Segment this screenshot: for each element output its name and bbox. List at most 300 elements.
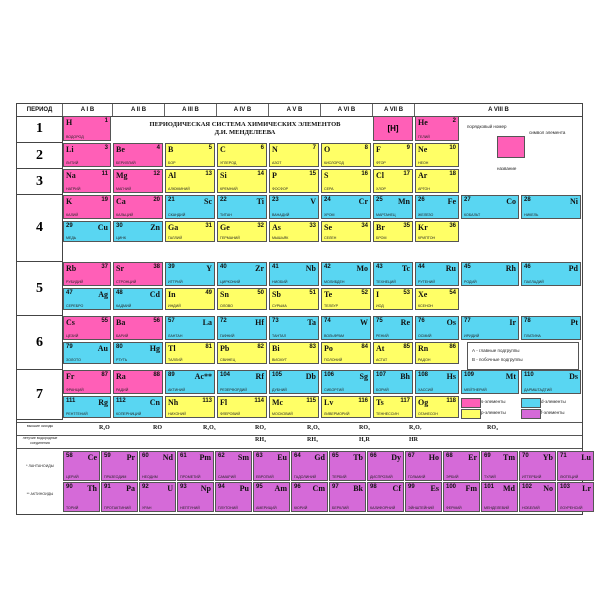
- element-symbol: Es: [430, 484, 439, 493]
- atomic-number: 68: [446, 453, 453, 459]
- element-symbol: Np: [200, 484, 211, 493]
- element-cell-ne: [415, 143, 459, 167]
- atomic-number: 17: [403, 171, 410, 177]
- element-cell-la: [165, 316, 215, 340]
- element-name: ЦИРКОНИЙ: [220, 280, 241, 284]
- atomic-number: 42: [324, 264, 331, 270]
- element-cell-rh: [461, 262, 519, 286]
- element-name: ЕВРОПИЙ: [256, 475, 274, 479]
- element-symbol: Cm: [312, 484, 325, 493]
- element-symbol: Re: [400, 318, 410, 327]
- element-symbol: Cl: [376, 171, 384, 180]
- element-symbol: Md: [503, 484, 515, 493]
- atomic-number: 59: [104, 453, 111, 459]
- element-cell-cs: [63, 316, 111, 340]
- p-label: p-элементы: [481, 410, 506, 415]
- atomic-number: 100: [446, 484, 457, 490]
- atomic-number: 69: [484, 453, 491, 459]
- atomic-number: 22: [220, 197, 227, 203]
- element-symbol: Ru: [445, 264, 456, 273]
- element-cell-sc: [165, 195, 215, 219]
- element-cell-in: [165, 288, 215, 310]
- element-cell-fe: [415, 195, 459, 219]
- element-cell-br: [373, 221, 413, 242]
- oxide-formula: RO₂: [255, 425, 266, 431]
- atomic-number: 102: [522, 484, 533, 490]
- element-cell-cl: [373, 169, 413, 193]
- element-cell-er: [443, 451, 480, 481]
- element-name: ВОЛЬФРАМ: [324, 334, 345, 338]
- element-symbol: Ag: [98, 290, 108, 299]
- element-symbol: Mn: [398, 197, 410, 206]
- element-name: МОЛИБДЕН: [324, 280, 345, 284]
- element-symbol: Ho: [428, 453, 439, 462]
- element-name: БАРИЙ: [116, 334, 129, 338]
- block-color-legend: [461, 396, 581, 420]
- element-symbol: In: [168, 290, 176, 299]
- element-cell-sn: [217, 288, 267, 310]
- element-cell-hg: [113, 342, 163, 364]
- element-symbol: Hg: [149, 344, 160, 353]
- element-cell-cu: [63, 221, 111, 242]
- element-symbol: Bi: [272, 344, 280, 353]
- element-cell-cd: [113, 288, 163, 310]
- s-swatch: [461, 398, 481, 408]
- atomic-number: 111: [66, 398, 76, 404]
- atomic-number: 61: [180, 453, 187, 459]
- element-symbol: Zn: [150, 223, 160, 232]
- atomic-number: 2: [452, 118, 456, 124]
- atomic-number: 98: [370, 484, 377, 490]
- element-symbol: Fm: [465, 484, 477, 493]
- element-symbol: Se: [324, 223, 332, 232]
- group-header: A VIII B: [488, 107, 509, 113]
- element-symbol: Bk: [353, 484, 363, 493]
- element-cell-fl: [217, 396, 267, 418]
- element-name: НИОБИЙ: [272, 280, 288, 284]
- element-symbol: Ti: [256, 197, 264, 206]
- actinides-label: ** АКТИНОИДЫ: [26, 492, 54, 496]
- element-cell-ga: [165, 221, 215, 242]
- element-cell-yb: [519, 451, 556, 481]
- hydrides-label: летучие водородные соединения: [22, 436, 58, 445]
- element-name: БЕРКЛИЙ: [332, 506, 349, 510]
- atomic-number: 78: [524, 318, 531, 324]
- element-cell-bi: [269, 342, 319, 364]
- atomic-number: 74: [324, 318, 331, 324]
- element-name: КАЛЬЦИЙ: [116, 213, 134, 217]
- element-name: ТИТАН: [220, 213, 232, 217]
- atomic-number: 53: [403, 290, 410, 296]
- element-cell-al: [165, 169, 215, 193]
- element-cell-cf: [367, 482, 404, 512]
- element-symbol: Pt: [570, 318, 578, 327]
- atomic-number: 55: [101, 318, 108, 324]
- element-name: ПРОМЕТИЙ: [180, 475, 201, 479]
- element-name: ПЛУТОНИЙ: [218, 506, 238, 510]
- subgroup-legend: [467, 342, 579, 370]
- oxide-formula: RO: [153, 425, 162, 431]
- element-name: ЭЙНШТЕЙНИЙ: [408, 506, 434, 510]
- period-label: 3: [17, 169, 63, 195]
- element-name: СТРОНЦИЙ: [116, 280, 137, 284]
- element-name: КАЛИФОРНИЙ: [370, 506, 396, 510]
- element-symbol: Am: [274, 484, 287, 493]
- element-symbol: Tm: [503, 453, 515, 462]
- info-atomic-number: порядковый номер: [467, 124, 507, 129]
- element-name: НЕПТУНИЙ: [180, 506, 200, 510]
- element-symbol: Dy: [391, 453, 401, 462]
- period-label: 4: [17, 195, 63, 262]
- element-cell-c: [217, 143, 267, 167]
- element-symbol: W: [360, 318, 368, 327]
- element-cell-v: [269, 195, 319, 219]
- element-name: ДАРМШТАДТИЙ: [524, 388, 552, 392]
- atomic-number: 51: [309, 290, 316, 296]
- atomic-number: 57: [168, 318, 175, 324]
- atomic-number: 46: [524, 264, 531, 270]
- element-name: НОБЕЛИЙ: [522, 506, 540, 510]
- element-cell-pt: [521, 316, 581, 340]
- atomic-number: 47: [66, 290, 73, 296]
- element-name: УГЛЕРОД: [220, 161, 237, 165]
- element-cell-h: [63, 116, 111, 141]
- element-name: РЕЗЕРФОРДИЙ: [220, 388, 247, 392]
- atomic-number: 104: [220, 372, 231, 378]
- element-name: МЫШЬЯК: [272, 236, 289, 240]
- atomic-number: 27: [464, 197, 471, 203]
- element-cell-co: [461, 195, 519, 219]
- atomic-number: 48: [116, 290, 123, 296]
- element-cell-zn: [113, 221, 163, 242]
- element-cell-tl: [165, 342, 215, 364]
- element-name: СЕЛЕН: [324, 236, 337, 240]
- atomic-number: 15: [309, 171, 316, 177]
- element-name: НИХОНИЙ: [168, 412, 187, 416]
- element-symbol: Tl: [168, 344, 176, 353]
- element-name: ХРОМ: [324, 213, 335, 217]
- period-label: 7: [17, 370, 63, 420]
- element-symbol: No: [543, 484, 553, 493]
- atomic-number: 21: [168, 197, 175, 203]
- element-cell-am: [253, 482, 290, 512]
- element-name: ИНДИЙ: [168, 304, 181, 308]
- group-header: A I B: [63, 104, 113, 116]
- hydride-formula: RH₄: [255, 437, 266, 443]
- element-cell-na: [63, 169, 111, 193]
- element-symbol: Nd: [162, 453, 173, 462]
- element-info-legend: [467, 118, 577, 188]
- oxide-formula: R₂O₅: [307, 425, 320, 431]
- element-symbol: N: [272, 145, 278, 154]
- element-cell-lr: [557, 482, 594, 512]
- element-cell-au: [63, 342, 111, 364]
- element-symbol: Pr: [126, 453, 135, 462]
- atomic-number: 34: [361, 223, 368, 229]
- element-name: КОПЕРНИЦИЙ: [116, 412, 142, 416]
- sample-element-cell: [497, 136, 525, 158]
- element-name: ГЕЛИЙ: [418, 135, 430, 139]
- element-cell-sr: [113, 262, 163, 286]
- atomic-number: 40: [220, 264, 227, 270]
- element-cell-np: [177, 482, 214, 512]
- element-cell-mo: [321, 262, 371, 286]
- group-header: A VI B: [321, 104, 373, 116]
- atomic-number: 54: [449, 290, 456, 296]
- element-cell-kr: [415, 221, 459, 242]
- atomic-number: 39: [168, 264, 175, 270]
- atomic-number: 112: [116, 398, 126, 404]
- atomic-number: 50: [257, 290, 264, 296]
- element-symbol: Hf: [255, 318, 264, 327]
- element-name: МОСКОВИЙ: [272, 412, 293, 416]
- element-cell-xe: [415, 288, 459, 310]
- element-symbol: Ba: [116, 318, 126, 327]
- atomic-number: 93: [180, 484, 187, 490]
- atomic-number: 117: [400, 398, 410, 404]
- atomic-number: 31: [205, 223, 212, 229]
- info-symbol: символ элемента: [529, 130, 566, 135]
- element-name: ЛИВЕРМОРИЙ: [324, 412, 350, 416]
- element-symbol: Pd: [568, 264, 578, 273]
- element-symbol: H: [66, 118, 73, 127]
- element-name: ИРИДИЙ: [464, 334, 480, 338]
- element-cell-lv: [321, 396, 371, 418]
- atomic-number: 81: [205, 344, 212, 350]
- element-symbol: Cf: [392, 484, 401, 493]
- element-cell-at: [373, 342, 413, 364]
- element-symbol: Lv: [324, 398, 334, 407]
- oxide-formula: R₂O₃: [203, 425, 216, 431]
- atomic-number: 83: [309, 344, 316, 350]
- element-cell-th: [63, 482, 100, 512]
- element-symbol: Ce: [87, 453, 97, 462]
- element-name: ОЛОВО: [220, 304, 233, 308]
- element-symbol: Pm: [199, 453, 211, 462]
- element-cell-b: [165, 143, 215, 167]
- atomic-number: 89: [168, 372, 175, 378]
- atomic-number: 101: [484, 484, 495, 490]
- atomic-number: 63: [256, 453, 263, 459]
- atomic-number: 95: [256, 484, 263, 490]
- element-symbol: F: [376, 145, 381, 154]
- element-cell-no: [519, 482, 556, 512]
- atomic-number: 10: [449, 145, 456, 151]
- atomic-number: 82: [257, 344, 264, 350]
- f-label: f-элементы: [541, 410, 565, 415]
- f-block-separator: [17, 448, 582, 449]
- element-cell-hs: [415, 370, 459, 394]
- element-cell-mc: [269, 396, 319, 418]
- element-symbol: Y: [206, 264, 212, 273]
- atomic-number: 60: [142, 453, 149, 459]
- atomic-number: 72: [220, 318, 227, 324]
- element-name: ТОРИЙ: [66, 506, 79, 510]
- atomic-number: 79: [66, 344, 73, 350]
- element-name: РЕНТГЕНИЙ: [66, 412, 88, 416]
- element-name: ПАЛЛАДИЙ: [524, 280, 544, 284]
- atomic-number: 70: [522, 453, 529, 459]
- element-cell-sm: [215, 451, 252, 481]
- element-symbol: C: [220, 145, 226, 154]
- element-name: ГЕРМАНИЙ: [220, 236, 240, 240]
- element-symbol: Au: [97, 344, 108, 353]
- element-name: ТЕРБИЙ: [332, 475, 347, 479]
- element-cell-ir: [461, 316, 519, 340]
- element-symbol: As: [272, 223, 281, 232]
- element-name: РАДОН: [418, 358, 431, 362]
- element-cell-f: [373, 143, 413, 167]
- hydride-formula: H₂R: [359, 437, 370, 443]
- element-symbol: Tc: [401, 264, 410, 273]
- element-symbol: Rb: [66, 264, 77, 273]
- element-symbol: Ge: [220, 223, 230, 232]
- element-cell-rg: [63, 396, 111, 418]
- element-symbol: K: [66, 197, 73, 206]
- element-symbol: Sn: [220, 290, 229, 299]
- element-symbol: Co: [506, 197, 516, 206]
- atomic-number: 16: [361, 171, 368, 177]
- hydride-formula: HR: [409, 437, 418, 443]
- atomic-number: 96: [294, 484, 301, 490]
- element-name: ИТТРИЙ: [168, 280, 183, 284]
- element-symbol: Mg: [116, 171, 128, 180]
- atomic-number: 4: [156, 145, 160, 151]
- element-cell-cm: [291, 482, 328, 512]
- element-name: ЖЕЛЕЗО: [418, 213, 434, 217]
- element-symbol: Cd: [149, 290, 160, 299]
- d-label: d-элементы: [541, 399, 566, 404]
- element-name: АМЕРИЦИЙ: [256, 506, 277, 510]
- element-cell-pr: [101, 451, 138, 481]
- element-symbol: Ar: [418, 171, 428, 180]
- element-name: РУБИДИЙ: [66, 280, 84, 284]
- element-symbol: Fr: [66, 372, 75, 381]
- element-cell-be: [113, 143, 163, 167]
- element-symbol: Ds: [569, 372, 578, 381]
- element-cell-tm: [481, 451, 518, 481]
- element-name: РУТЕНИЙ: [418, 280, 435, 284]
- element-symbol: Lu: [581, 453, 591, 462]
- atomic-number: 91: [104, 484, 111, 490]
- element-cell-rn: [415, 342, 459, 364]
- p-swatch: [461, 409, 481, 419]
- atomic-number: 26: [418, 197, 425, 203]
- element-name: САМАРИЙ: [218, 475, 236, 479]
- element-cell-og: [415, 396, 459, 418]
- element-symbol: Fl: [220, 398, 228, 407]
- element-symbol: B: [168, 145, 174, 154]
- element-name: МАРГАНЕЦ: [376, 213, 396, 217]
- element-symbol: Pa: [126, 484, 135, 493]
- element-cell-fm: [443, 482, 480, 512]
- element-symbol: Rf: [255, 372, 264, 381]
- atomic-number: 12: [153, 171, 160, 177]
- element-cell-mg: [113, 169, 163, 193]
- lanthanides-label: * ЛАНТАНОИДЫ: [26, 464, 54, 468]
- element-cell-ds: [521, 370, 581, 394]
- element-cell-mt: [461, 370, 519, 394]
- element-cell-pm: [177, 451, 214, 481]
- atomic-number: 80: [116, 344, 123, 350]
- element-cell-zr: [217, 262, 267, 286]
- element-cell-n: [269, 143, 319, 167]
- period-header: ПЕРИОД: [17, 104, 63, 116]
- element-symbol: Eu: [277, 453, 287, 462]
- atomic-number: 77: [464, 318, 471, 324]
- element-cell-bk: [329, 482, 366, 512]
- group-header: A IV B: [217, 104, 269, 116]
- element-name: АЗОТ: [272, 161, 282, 165]
- element-name: ГАФНИЙ: [220, 334, 235, 338]
- atomic-number: 87: [101, 372, 108, 378]
- element-cell-db: [269, 370, 319, 394]
- atomic-number: 29: [66, 223, 73, 229]
- element-name: АЛЮМИНИЙ: [168, 187, 190, 191]
- element-name: МАГНИЙ: [116, 187, 132, 191]
- element-symbol: U: [167, 484, 173, 493]
- element-name: ТЕННЕССИН: [376, 412, 399, 416]
- element-symbol: Be: [116, 145, 125, 154]
- group-header: A V B: [269, 104, 321, 116]
- atomic-number: 8: [364, 145, 368, 151]
- element-symbol: Og: [418, 398, 429, 407]
- element-symbol: Zr: [255, 264, 264, 273]
- atomic-number: 11: [101, 171, 108, 177]
- element-cell-ts: [373, 396, 413, 418]
- element-cell-tb: [329, 451, 366, 481]
- element-cell-pd: [521, 262, 581, 286]
- atomic-number: 84: [361, 344, 368, 350]
- atomic-number: 71: [560, 453, 567, 459]
- element-name: ОСМИЙ: [418, 334, 432, 338]
- element-cell-ba: [113, 316, 163, 340]
- element-cell-eu: [253, 451, 290, 481]
- element-name: АРГОН: [418, 187, 430, 191]
- atomic-number: 65: [332, 453, 339, 459]
- element-cell-si: [217, 169, 267, 193]
- element-symbol: Si: [220, 171, 227, 180]
- element-symbol: Cs: [66, 318, 75, 327]
- element-symbol: Rh: [505, 264, 516, 273]
- element-symbol: P: [272, 171, 277, 180]
- element-name: УРАН: [142, 506, 152, 510]
- atomic-number: 14: [257, 171, 264, 177]
- element-name: КЮРИЙ: [294, 506, 308, 510]
- element-symbol: Nb: [305, 264, 316, 273]
- element-name: КАДМИЙ: [116, 304, 132, 308]
- atomic-number: 99: [408, 484, 415, 490]
- element-symbol: Rn: [418, 344, 429, 353]
- element-symbol: Ra: [116, 372, 126, 381]
- element-name: ЛЮТЕЦИЙ: [560, 475, 579, 479]
- element-cell-ta: [269, 316, 319, 340]
- element-symbol: Xe: [418, 290, 428, 299]
- element-name: ФОСФОР: [272, 187, 289, 191]
- element-cell-ge: [217, 221, 267, 242]
- element-name: СЕРЕБРО: [66, 304, 84, 308]
- atomic-number: 97: [332, 484, 339, 490]
- periodic-table: [16, 103, 591, 515]
- atomic-number: 28: [524, 197, 531, 203]
- element-name: ВОДОРОД: [66, 135, 84, 139]
- element-symbol: Te: [324, 290, 333, 299]
- element-symbol: Kr: [418, 223, 428, 232]
- atomic-number: 90: [66, 484, 73, 490]
- atomic-number: 107: [376, 372, 387, 378]
- element-symbol: Ca: [116, 197, 126, 206]
- element-cell-ra: [113, 370, 163, 394]
